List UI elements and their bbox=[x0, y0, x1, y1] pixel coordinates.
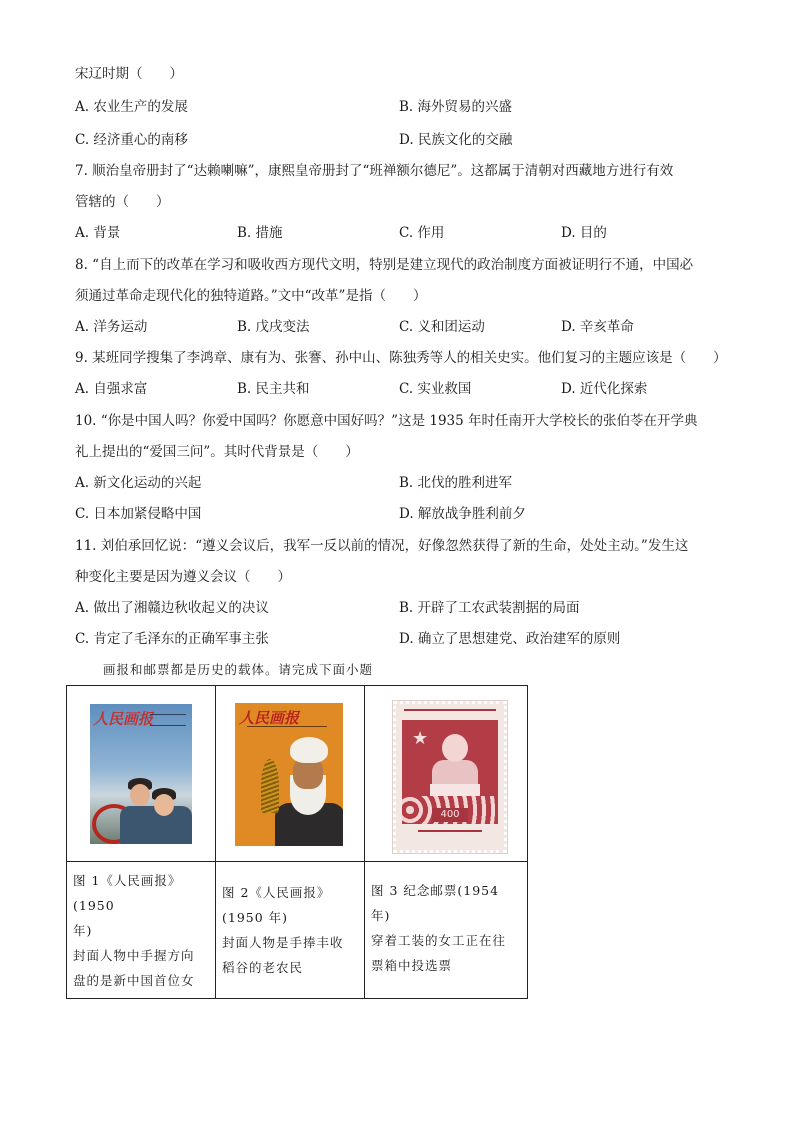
material-intro: 画报和邮票都是历史的载体。请完成下面小题 bbox=[103, 662, 374, 677]
q8-stem-line1: 8. “自上而下的改革在学习和吸收西方现代文明，特别是建立现代的政治制度方面被证明行不通，中国必 bbox=[75, 257, 694, 273]
q6-option-d[interactable]: D. 民族文化的交融 bbox=[399, 132, 513, 148]
q8-option-b[interactable]: B. 戊戌变法 bbox=[237, 319, 310, 335]
figure-1-caption-cell bbox=[67, 862, 216, 999]
figure-2-caption-cell bbox=[216, 862, 365, 999]
q10-option-a[interactable]: A. 新文化运动的兴起 bbox=[75, 475, 202, 491]
stamp-value: 400 bbox=[432, 808, 468, 822]
figure-1-magazine-cover bbox=[90, 704, 192, 844]
figure-1-caption-line: 年) bbox=[73, 922, 93, 938]
q8-option-d[interactable]: D. 辛亥革命 bbox=[561, 319, 634, 335]
q7-option-a[interactable]: A. 背景 bbox=[75, 225, 121, 241]
figure-2-caption-line: (1950 年) bbox=[222, 910, 289, 925]
star-icon: ★ bbox=[412, 728, 429, 749]
q9-option-a[interactable]: A. 自强求富 bbox=[75, 381, 148, 397]
q7-stem-line1: 7. 顺治皇帝册封了“达赖喇嘛”，康熙皇帝册封了“班禅额尔德尼”。这都属于清朝对西藏地方进行有效 bbox=[75, 163, 674, 179]
q10-stem-line2: 礼上提出的“爱国三问”。其时代背景是（ ） bbox=[75, 444, 359, 460]
q10-option-d[interactable]: D. 解放战争胜利前夕 bbox=[399, 506, 526, 522]
q7-option-b[interactable]: B. 措施 bbox=[237, 225, 283, 241]
figure-2-caption-line: 封面人物是手捧丰收 bbox=[222, 935, 344, 950]
figure-3-caption-line: 穿着工装的女工正在往 bbox=[371, 933, 507, 948]
q6-option-b[interactable]: B. 海外贸易的兴盛 bbox=[399, 99, 513, 115]
q7-stem-line2: 管辖的（ ） bbox=[75, 194, 170, 210]
q10-option-b[interactable]: B. 北伐的胜利进军 bbox=[399, 475, 513, 491]
figure-3-cell bbox=[365, 686, 528, 862]
q6-stem-tail: 宋辽时期（ ） bbox=[75, 66, 183, 82]
figure-table bbox=[66, 685, 528, 999]
q11-stem-line1: 11. 刘伯承回忆说：“遵义会议后，我军一反以前的情况，好像忽然获得了新的生命，处处主动。”发生这 bbox=[75, 538, 689, 554]
figure-1-cell bbox=[67, 686, 216, 862]
figure-3-caption-line: 图 3 纪念邮票(1954 年) bbox=[371, 883, 500, 923]
q11-option-a[interactable]: A. 做出了湘赣边秋收起义的决议 bbox=[75, 600, 269, 616]
figure-1-caption-line: 封面人物中手握方向 bbox=[73, 947, 195, 963]
q11-option-c[interactable]: C. 肯定了毛泽东的正确军事主张 bbox=[75, 631, 269, 647]
q6-option-c[interactable]: C. 经济重心的南移 bbox=[75, 132, 188, 148]
figure-1-masthead: 人民画报 bbox=[93, 710, 154, 728]
q9-option-b[interactable]: B. 民主共和 bbox=[237, 381, 310, 397]
q6-option-a[interactable]: A. 农业生产的发展 bbox=[75, 99, 188, 115]
figure-2-cell bbox=[216, 686, 365, 862]
q9-stem-line1: 9. 某班同学搜集了李鸿章、康有为、张謇、孙中山、陈独秀等人的相关史实。他们复习的主题应该是（ ） bbox=[75, 350, 727, 366]
q7-option-c[interactable]: C. 作用 bbox=[399, 225, 445, 241]
figure-1-caption-line: 图 1《人民画报》(1950 bbox=[73, 872, 182, 913]
q7-option-d[interactable]: D. 目的 bbox=[561, 225, 607, 241]
figure-2-magazine-cover bbox=[235, 703, 343, 846]
q9-option-d[interactable]: D. 近代化探索 bbox=[561, 381, 648, 397]
q9-option-c[interactable]: C. 实业救国 bbox=[399, 381, 472, 397]
q11-option-d[interactable]: D. 确立了思想建党、政治建军的原则 bbox=[399, 631, 621, 647]
figure-1-caption-line: 盘的是新中国首位女 bbox=[73, 972, 195, 988]
q11-stem-line2: 种变化主要是因为遵义会议（ ） bbox=[75, 569, 291, 585]
q8-option-c[interactable]: C. 义和团运动 bbox=[399, 319, 485, 335]
q10-option-c[interactable]: C. 日本加紧侵略中国 bbox=[75, 506, 202, 522]
q11-option-b[interactable]: B. 开辟了工农武装割据的局面 bbox=[399, 600, 580, 616]
figure-2-caption-line: 稻谷的老农民 bbox=[222, 960, 304, 975]
figure-2-caption-line: 图 2《人民画报》 bbox=[222, 885, 331, 900]
figure-3-caption-cell bbox=[365, 862, 528, 999]
q10-stem-line1: 10. “你是中国人吗？你爱中国吗？你愿意中国好吗？”这是 1935 年时任南开大学校长的张伯苓在开学典 bbox=[75, 413, 698, 429]
q8-stem-line2: 须通过革命走现代化的独特道路。”文中“改革”是指（ ） bbox=[75, 288, 427, 304]
figure-2-masthead: 人民画报 bbox=[239, 709, 300, 727]
figure-3-caption-line: 票箱中投选票 bbox=[371, 958, 453, 973]
figure-3-stamp bbox=[393, 701, 507, 853]
q8-option-a[interactable]: A. 洋务运动 bbox=[75, 319, 148, 335]
